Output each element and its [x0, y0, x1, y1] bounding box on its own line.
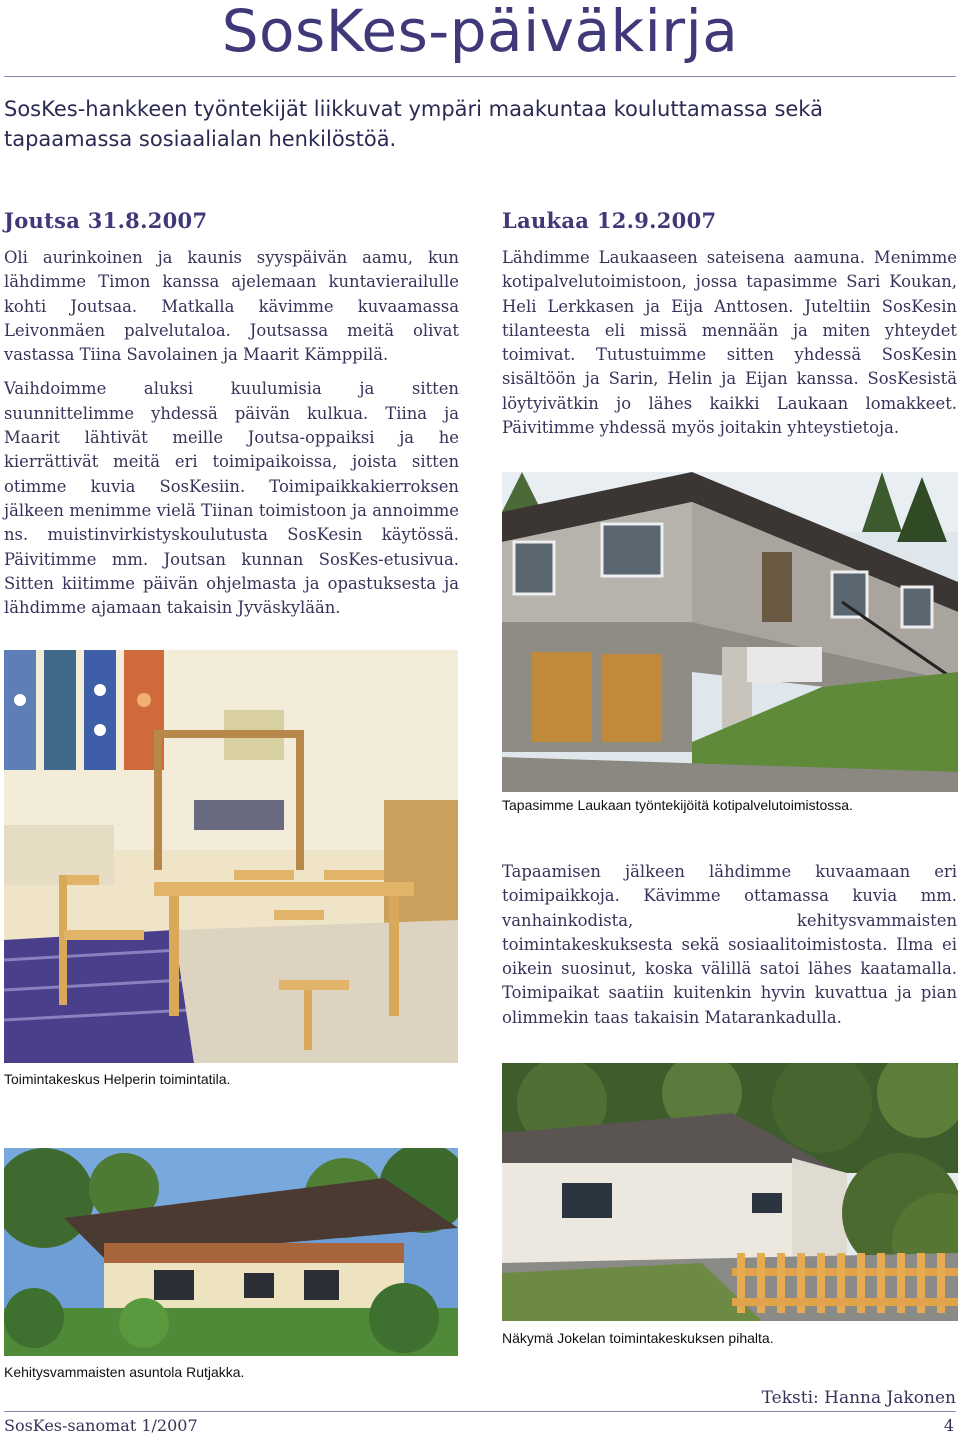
laukaa-heading: Laukaa 12.9.2007 — [502, 208, 717, 233]
laukaa-text-2 — [502, 860, 957, 1030]
lead-paragraph: SosKes-hankkeen työntekijät liikkuvat ympäri maakuntaa kouluttamassa sekä tapaamassa sosiaalialan henkilöstöä. — [4, 97, 823, 151]
joutsa-paragraph-2: Vaihdoimme aluksi kuulumisia ja sitten suunnittelimme yhdessä päivän kulkua. Tiina ja Maarit lähtivät meille Joutsa-oppaiksi ja he kierrättivät meitä eri toimipaikoissa, joista sitten otimme kuvia SosKesiin. Toimipaikkakierroksen jälkeen menimme vielä Tiinan toimistoon ja annoimme ns. muistinvirkistyskoulutusta SosKesin käytössä. Päivitimme mm. Joutsan kunnan SosKes-etusivua. Sitten kiitimme päivän ohjelmasta ja opastuksesta ja lähdimme ajamaan takaisin Jyväskylään. — [4, 379, 459, 618]
author-credit: Teksti: Hanna Jakonen — [761, 1388, 956, 1408]
page-title: SosKes-päiväkirja — [221, 0, 739, 65]
footer-rule — [4, 1411, 956, 1412]
kotipalvelu-caption: Tapasimme Laukaan työntekijöitä kotipalvelutoimistossa. — [502, 797, 853, 813]
jokela-photo — [502, 1063, 958, 1321]
jokela-caption: Näkymä Jokelan toimintakeskuksen pihalta. — [502, 1330, 774, 1346]
helperi-caption: Toimintakeskus Helperin toimintatila. — [4, 1071, 231, 1087]
joutsa-paragraph-1: Oli aurinkoinen ja kaunis syyspäivän aamu, kun lähdimme Timon kanssa ajelemaan kuntavierailulle kohti Joutsaa. Matkalla kävimme kuvaamassa Leivonmäen palvelutaloa. Joutsassa meitä olivat vastassa Tiina Savolainen ja Maarit Kämppilä. — [4, 248, 459, 365]
laukaa-paragraph-2: Tapaamisen jälkeen lähdimme kuvaamaan eri toimipaikkoja. Kävimme ottamassa kuvia mm. vanhainkodista, kehitysvammaisten toimintakeskuksesta sekä sosiaalitoimistosta. Ilma ei oikein suosinut, koska välillä satoi lähes kaatamalla. Toimipaikat saatiin kuitenkin hyvin kuvattua ja pian olimmekin taas takaisin Matarankadulla. — [502, 862, 957, 1027]
joutsa-text — [4, 246, 459, 620]
laukaa-text-1 — [502, 246, 957, 440]
footer-publication: SosKes-sanomat 1/2007 — [4, 1416, 198, 1435]
footer-page-number: 4 — [943, 1416, 954, 1435]
helperi-photo — [4, 650, 458, 1063]
joutsa-heading: Joutsa 31.8.2007 — [4, 208, 208, 233]
laukaa-paragraph-1: Lähdimme Laukaaseen sateisena aamuna. Menimme kotipalvelutoimistoon, jossa tapasimme Sari Koukan, Heli Lerkkasen ja Eija Anttosen. Juteltiin SosKesin tilanteesta eli missä mennään ja miten yhteydet toimivat. Tutustuimme sitten yhdessä SosKesin sisältöön ja Sarin, Helin ja Eijan kanssa. SosKesistä löytyivätkin jo lähes kaikki Laukaan lomakkeet. Päivitimme yhdessä myös joitakin yhteystietoja. — [502, 248, 957, 438]
kotipalvelu-photo — [502, 472, 958, 792]
title-rule — [4, 76, 956, 77]
rutjakka-caption: Kehitysvammaisten asuntola Rutjakka. — [4, 1364, 245, 1380]
rutjakka-photo — [4, 1148, 458, 1356]
